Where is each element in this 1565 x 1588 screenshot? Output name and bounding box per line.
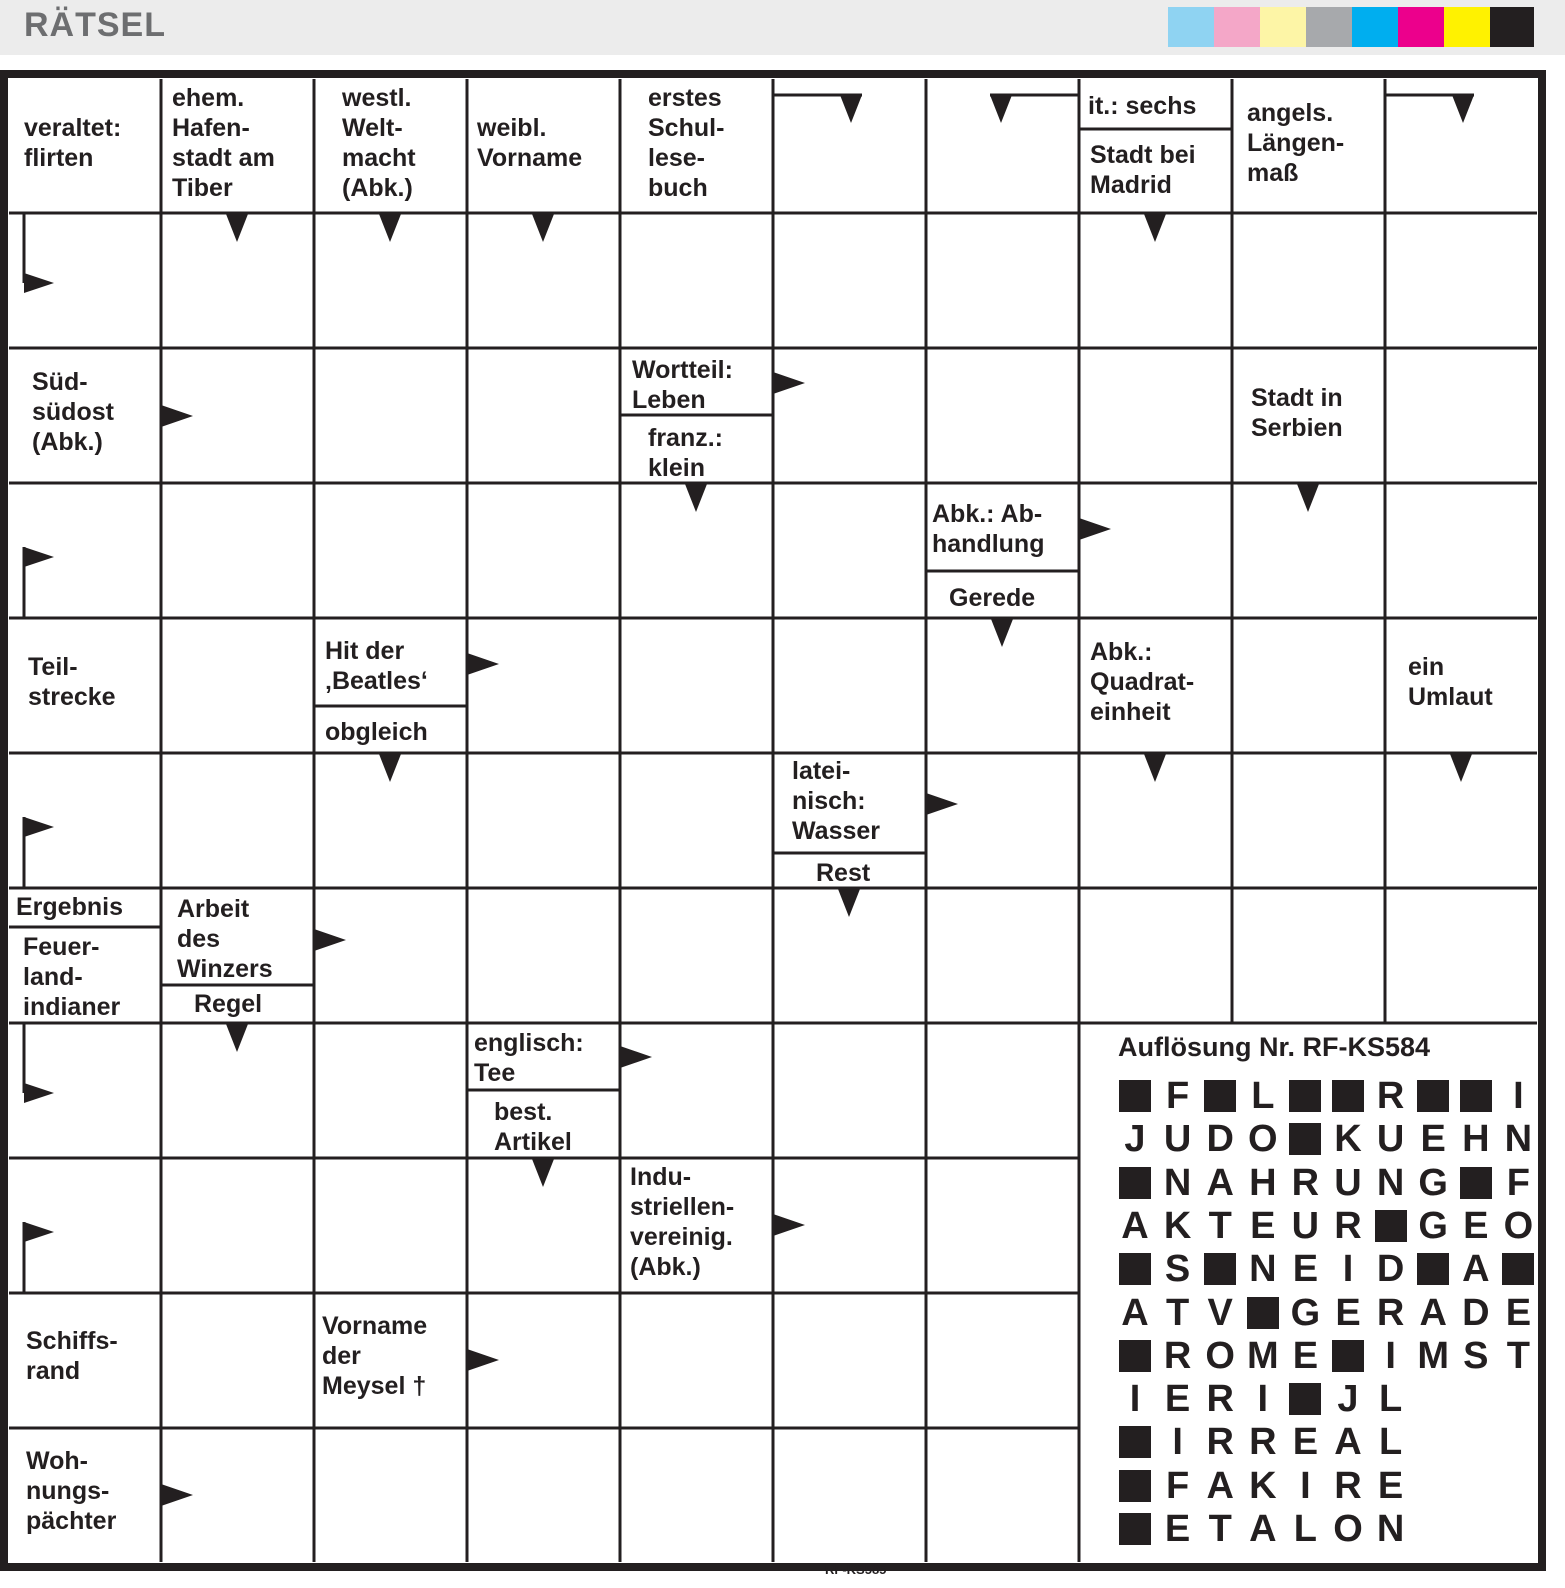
solution-block — [1118, 1336, 1152, 1376]
arrow-right — [161, 1484, 193, 1506]
solution-letter: U — [1376, 1118, 1405, 1161]
solution-letter: R — [1206, 1378, 1234, 1421]
clue-hafenstadt: ehem. Hafen- stadt am Tiber — [172, 84, 275, 202]
solution-letter: T — [1165, 1291, 1190, 1334]
arrow-down — [532, 1159, 554, 1187]
solution-block — [1416, 1249, 1450, 1289]
solution-letter: T — [1208, 1204, 1232, 1247]
clue-teilstrecke: Teil- strecke — [28, 653, 116, 711]
solution-letter: S — [1164, 1248, 1191, 1291]
clue-ergebnis: Ergebnis — [16, 893, 123, 921]
solution-letter: L — [1251, 1075, 1275, 1117]
clue-beatles: Hit der ‚Beatles‘ — [325, 637, 428, 695]
solution-letter: O — [1205, 1334, 1235, 1377]
solution-letter: E — [1292, 1334, 1319, 1377]
clue-leben: Wortteil: Leben — [632, 356, 733, 414]
solution-block — [1203, 1249, 1237, 1289]
arrow-down — [990, 95, 1012, 123]
arrow-down — [532, 214, 554, 242]
clue-vorname-weibl: weibl. Vorname — [477, 114, 583, 172]
arrow-down — [1452, 95, 1474, 123]
solution-letter: A — [1206, 1161, 1234, 1204]
solution-block — [1118, 1509, 1152, 1549]
solution-block — [1288, 1119, 1322, 1159]
clue-veraltet: veraltet: flirten — [24, 114, 122, 172]
clue-quadrat: Abk.: Quadrat- einheit — [1090, 638, 1195, 726]
solution-letter: V — [1207, 1291, 1233, 1334]
arrow-down — [1297, 484, 1319, 512]
clue-tee: englisch: Tee — [474, 1029, 584, 1087]
solution-letter: H — [1249, 1161, 1277, 1204]
solution-letter: D — [1376, 1248, 1405, 1291]
solution-letter: R — [1334, 1464, 1362, 1507]
clue-weltmacht: westl. Welt- macht (Abk.) — [342, 84, 416, 202]
solution-letter: N — [1163, 1161, 1192, 1204]
clue-obgleich: obgleich — [325, 718, 428, 746]
puzzle-code: RF-KS585 — [825, 1562, 887, 1577]
solution-letter: L — [1378, 1421, 1403, 1464]
arrow-right — [161, 405, 193, 427]
solution-letter: A — [1121, 1204, 1149, 1247]
clue-serbien: Stadt in Serbien — [1251, 384, 1343, 442]
clue-feuerland: Feuer- land- indianer — [23, 933, 121, 1021]
solution-letter: N — [1504, 1118, 1533, 1161]
solution-block — [1118, 1466, 1152, 1506]
arrow-down — [685, 484, 707, 512]
solution-letter: G — [1418, 1204, 1448, 1247]
solution-letter: R — [1206, 1421, 1234, 1464]
arrow-down — [379, 754, 401, 782]
solution-letter: E — [1164, 1378, 1191, 1421]
solution-block — [1203, 1076, 1237, 1116]
solution-block — [1331, 1076, 1365, 1116]
clue-winzer: Arbeit des Winzers — [177, 895, 273, 983]
solution-letter: U — [1291, 1204, 1320, 1247]
solution-letter: H — [1462, 1118, 1490, 1161]
arrow-right — [314, 929, 346, 951]
solution-letter: J — [1337, 1378, 1359, 1421]
solution-letter: E — [1292, 1248, 1319, 1291]
solution-letter: A — [1206, 1464, 1234, 1507]
solution-letter: D — [1462, 1291, 1490, 1334]
arrow-right — [620, 1046, 652, 1068]
solution-letter: L — [1293, 1508, 1317, 1550]
arrow-right — [467, 1349, 499, 1371]
solution-letter: E — [1250, 1204, 1276, 1247]
solution-block — [1288, 1076, 1322, 1116]
solution-letter: R — [1249, 1421, 1277, 1464]
solution-letter: E — [1463, 1204, 1489, 1247]
solution-letter: R — [1334, 1204, 1362, 1247]
solution-letter: N — [1249, 1248, 1277, 1291]
solution-letter: N — [1376, 1161, 1405, 1204]
arrow-right — [773, 372, 805, 394]
solution-block — [1118, 1076, 1152, 1116]
arrow-down — [840, 95, 862, 123]
solution-letter: I — [1129, 1378, 1141, 1421]
solution-block — [1459, 1076, 1493, 1116]
clue-artikel: best. Artikel — [494, 1098, 572, 1156]
solution-letter: N — [1376, 1508, 1405, 1550]
solution-letter: E — [1292, 1421, 1319, 1464]
solution-letter: I — [1385, 1334, 1396, 1377]
clue-rest: Rest — [816, 859, 871, 887]
solution-letter: O — [1333, 1508, 1363, 1550]
clue-sechs: it.: sechs — [1088, 92, 1197, 120]
solution-letter: R — [1163, 1334, 1192, 1377]
clue-meysel: Vorname der Meysel † — [322, 1312, 428, 1400]
solution-letter: M — [1417, 1334, 1450, 1377]
solution-block — [1501, 1249, 1535, 1289]
solution-title: Auflösung Nr. RF-KS584 — [1118, 1032, 1431, 1062]
clue-wohnungs: Woh- nungs- pächter — [26, 1447, 117, 1535]
solution-block — [1118, 1249, 1152, 1289]
clue-abhandlung: Abk.: Ab- handlung — [932, 500, 1045, 558]
solution-letter: L — [1378, 1378, 1403, 1421]
solution-letter: E — [1420, 1118, 1446, 1161]
solution-block — [1459, 1163, 1493, 1203]
solution-block — [1331, 1336, 1365, 1376]
solution-block — [1246, 1293, 1280, 1333]
clue-gerede: Gerede — [949, 584, 1036, 612]
solution-block — [1288, 1379, 1322, 1419]
solution-block — [1374, 1206, 1408, 1246]
arrow-flag — [24, 273, 54, 293]
clue-suedsuedost: Süd- südost (Abk.) — [32, 368, 114, 456]
solution-letter: I — [1300, 1464, 1311, 1507]
solution-letter: U — [1163, 1118, 1192, 1161]
arrow-down — [1144, 754, 1166, 782]
clue-schiffsrand: Schiffs- rand — [26, 1327, 118, 1385]
solution-letter: O — [1503, 1204, 1534, 1247]
clue-industrie: Indu- striellen- vereinig. (Abk.) — [630, 1163, 735, 1281]
solution-letter: F — [1165, 1075, 1190, 1117]
arrow-right — [926, 793, 958, 815]
clue-lesebuch: erstes Schul- lese- buch — [648, 84, 725, 202]
solution-letter: R — [1291, 1161, 1320, 1204]
solution-letter: M — [1246, 1334, 1279, 1377]
solution-block — [1118, 1422, 1152, 1462]
solution-letter: I — [1513, 1075, 1524, 1117]
solution-letter: O — [1248, 1118, 1278, 1161]
solution-letter: A — [1419, 1291, 1447, 1334]
arrow-right — [467, 653, 499, 675]
clue-madrid: Stadt bei Madrid — [1090, 141, 1196, 199]
arrow-down — [1450, 754, 1472, 782]
clue-wasser: latei- nisch: Wasser — [792, 757, 881, 845]
solution-letter: U — [1334, 1161, 1362, 1204]
solution-letter: T — [1208, 1508, 1232, 1550]
solution-letter: G — [1290, 1291, 1321, 1334]
solution-letter: J — [1124, 1118, 1146, 1161]
arrow-right — [1079, 518, 1111, 540]
solution-letter: E — [1335, 1291, 1361, 1334]
solution-letter: E — [1164, 1508, 1191, 1550]
arrow-down — [1144, 214, 1166, 242]
arrow-flag — [24, 547, 54, 567]
solution-letter: I — [1342, 1248, 1354, 1291]
solution-letter: A — [1334, 1421, 1362, 1464]
solution-block — [1118, 1163, 1152, 1203]
solution-letter: K — [1249, 1464, 1277, 1507]
solution-letter: G — [1418, 1161, 1448, 1204]
arrow-down — [226, 214, 248, 242]
solution-letter: T — [1506, 1334, 1530, 1377]
solution-letter: A — [1462, 1248, 1490, 1291]
clue-umlaut: ein Umlaut — [1408, 653, 1493, 711]
solution-block — [1416, 1076, 1450, 1116]
page-title: RÄTSEL — [24, 6, 166, 44]
solution-letter: K — [1163, 1204, 1192, 1247]
solution-letter: A — [1249, 1508, 1277, 1550]
arrow-down — [838, 889, 860, 917]
arrow-down — [991, 619, 1013, 647]
arrow-down — [226, 1024, 248, 1052]
arrow-right — [773, 1214, 805, 1236]
clue-regel: Regel — [194, 990, 263, 1018]
arrow-down — [379, 214, 401, 242]
arrow-flag — [24, 817, 54, 837]
solution-letter: R — [1376, 1075, 1405, 1117]
arrow-flag — [24, 1222, 54, 1242]
clue-laengenmass: angels. Längen- maß — [1247, 99, 1345, 187]
solution-letter: E — [1377, 1464, 1404, 1507]
solution-letter: F — [1506, 1161, 1530, 1204]
solution-letter: R — [1376, 1291, 1405, 1334]
solution-letter: I — [1257, 1378, 1269, 1421]
solution-letter: A — [1121, 1291, 1149, 1334]
solution-letter: I — [1172, 1421, 1183, 1464]
clue-klein: franz.: klein — [648, 424, 723, 482]
solution-letter: F — [1165, 1464, 1190, 1507]
solution-letter: E — [1505, 1291, 1532, 1334]
solution-letter: D — [1206, 1118, 1234, 1161]
solution-letter: S — [1463, 1334, 1489, 1377]
arrow-flag — [24, 1083, 54, 1103]
solution-letter: K — [1334, 1118, 1362, 1161]
